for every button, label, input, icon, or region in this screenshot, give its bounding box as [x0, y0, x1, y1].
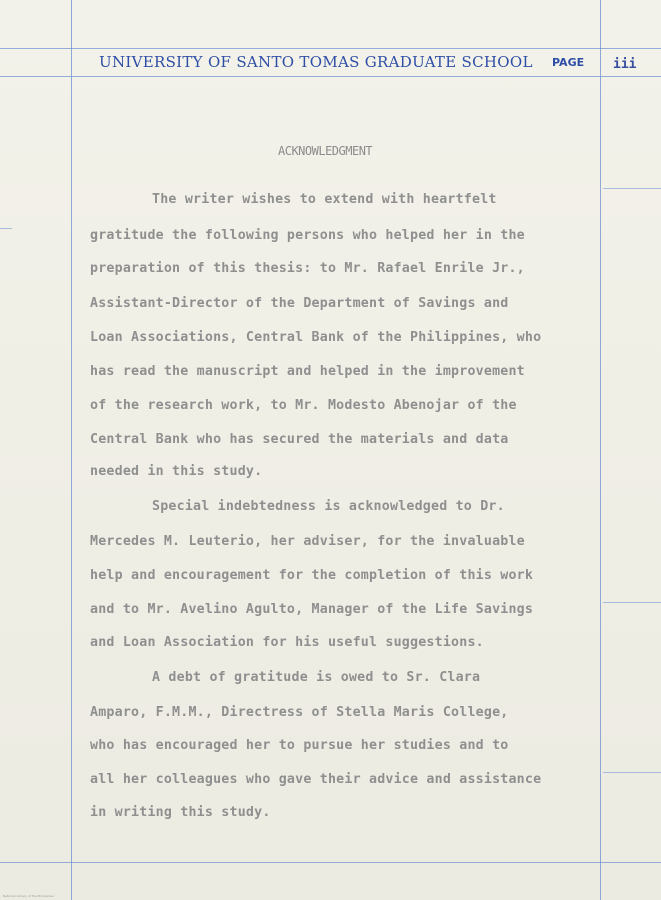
text-line: Assistant-Director of the Department of Savings and [90, 296, 509, 311]
institution-header: UNIVERSITY OF SANTO TOMAS GRADUATE SCHOOL [99, 53, 533, 71]
text-line: help and encouragement for the completion of this work [90, 568, 534, 583]
text-line: and to Mr. Avelino Agulto, Manager of the Life Savings [90, 602, 534, 617]
text-line: and Loan Association for his useful suggestions. [90, 635, 484, 650]
text-line: who has encouraged her to pursue her studies and to [90, 738, 509, 753]
margin-tick [603, 602, 661, 603]
header-top-rule [0, 48, 661, 49]
text-line: all her colleagues who gave their advice and assistance [90, 772, 542, 787]
text-line: gratitude the following persons who helped her in the [90, 228, 525, 243]
margin-tick [603, 772, 661, 773]
text-line: preparation of this thesis: to Mr. Rafael Enrile Jr., [90, 261, 525, 276]
page-label: PAGE [552, 56, 585, 69]
footer-rule [0, 862, 661, 863]
page-number: iii [613, 57, 637, 72]
right-margin-rule [600, 0, 601, 900]
text-line: Loan Associations, Central Bank of the Philippines, who [90, 330, 542, 345]
text-line: has read the manuscript and helped in the improvement [90, 364, 525, 379]
text-line: Central Bank who has secured the materials and data [90, 432, 509, 447]
header-bottom-rule [0, 76, 661, 77]
text-line: The writer wishes to extend with heartfelt [152, 192, 497, 207]
text-line: A debt of gratitude is owed to Sr. Clara [152, 670, 481, 685]
margin-tick [603, 188, 661, 189]
text-line: Special indebtedness is acknowledged to Dr. [152, 499, 505, 514]
archive-credit: National Library of the Philippines [3, 894, 54, 898]
margin-tick [0, 228, 12, 229]
text-line: in writing this study. [90, 805, 271, 820]
left-margin-rule [71, 0, 72, 900]
text-line: needed in this study. [90, 464, 263, 479]
text-line: Mercedes M. Leuterio, her adviser, for the invaluable [90, 534, 525, 549]
text-line: Amparo, F.M.M., Directress of Stella Maris College, [90, 705, 509, 720]
document-title: ACKNOWLEDGMENT [278, 144, 373, 158]
text-line: of the research work, to Mr. Modesto Abenojar of the [90, 398, 517, 413]
